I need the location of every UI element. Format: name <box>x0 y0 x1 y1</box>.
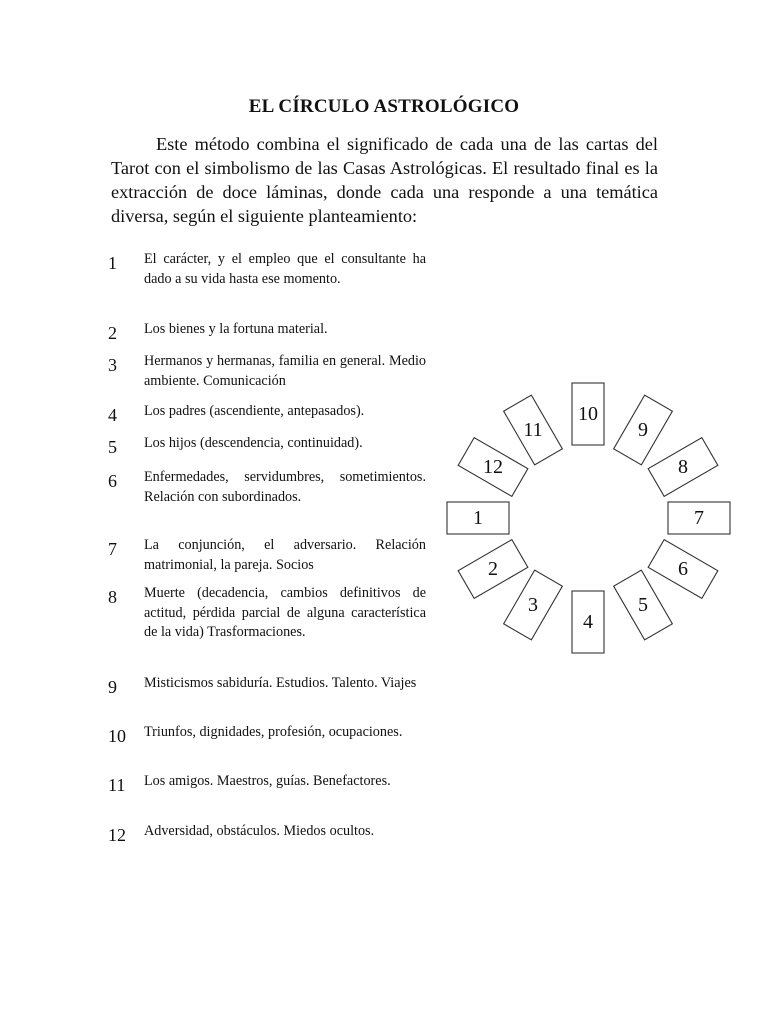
card-6 <box>648 540 718 599</box>
house-description: Hermanos y hermanas, familia en general. Medio ambiente. Comunicación <box>144 353 426 389</box>
house-number: 2 <box>108 323 117 343</box>
card-label: 7 <box>694 507 704 529</box>
house-number: 11 <box>108 775 126 795</box>
card-label: 10 <box>578 403 598 425</box>
house-description: Enfermedades, servidumbres, sometimientos. Relación con subordinados. <box>144 469 426 505</box>
card-label: 11 <box>523 419 543 441</box>
card-label: 3 <box>528 594 538 616</box>
house-number: 12 <box>108 825 126 845</box>
house-number: 7 <box>108 539 117 559</box>
house-description: Triunfos, dignidades, profesión, ocupaciones. <box>144 724 403 740</box>
house-description: Muerte (decadencia, cambios definitivos de actitud, pérdida parcial de alguna característica de la vida) Trasformaciones. <box>144 585 426 640</box>
house-description: El carácter, y el empleo que el consultante ha dado a su vida hasta ese momento. <box>144 251 426 287</box>
card-9 <box>614 395 673 465</box>
intro-paragraph: Este método combina el significado de cada una de las cartas del Tarot con el simbolismo de las Casas Astrológicas. El resultado final es la extracción de doce láminas, donde cada una responde a una temática diversa, según el siguiente planteamiento: <box>111 134 658 226</box>
house-number: 9 <box>108 677 117 697</box>
card-11 <box>504 395 563 465</box>
card-label: 2 <box>488 558 498 580</box>
card-label: 1 <box>473 507 483 529</box>
house-description: Los amigos. Maestros, guías. Benefactores. <box>144 773 391 789</box>
house-number: 6 <box>108 471 117 491</box>
card-label: 6 <box>678 558 688 580</box>
card-label: 8 <box>678 456 688 478</box>
card-3 <box>504 570 563 640</box>
house-description: Los bienes y la fortuna material. <box>144 321 328 337</box>
card-12 <box>458 438 528 497</box>
card-7 <box>668 502 730 534</box>
card-5 <box>614 570 673 640</box>
house-number: 4 <box>108 405 117 425</box>
astrological-circle-diagram <box>440 378 740 668</box>
house-number: 3 <box>108 355 117 375</box>
card-1 <box>447 502 509 534</box>
house-description: Adversidad, obstáculos. Miedos ocultos. <box>144 823 375 839</box>
card-4 <box>572 591 604 653</box>
card-2 <box>458 540 528 599</box>
house-description: Los hijos (descendencia, continuidad). <box>144 435 363 451</box>
card-10 <box>572 383 604 445</box>
document-title: EL CÍRCULO ASTROLÓGICO <box>248 96 520 117</box>
card-label: 12 <box>483 456 503 478</box>
house-description: Misticismos sabiduría. Estudios. Talento. Viajes <box>144 675 417 691</box>
card-8 <box>648 438 718 497</box>
card-label: 9 <box>638 419 648 441</box>
house-description: Los padres (ascendiente, antepasados). <box>144 403 365 419</box>
house-number: 8 <box>108 587 117 607</box>
house-description: La conjunción, el adversario. Relación matrimonial, la pareja. Socios <box>144 537 426 573</box>
house-number: 5 <box>108 437 117 457</box>
house-number: 10 <box>108 726 126 746</box>
card-label: 4 <box>583 611 593 633</box>
card-label: 5 <box>638 594 648 616</box>
house-number: 1 <box>108 253 117 273</box>
